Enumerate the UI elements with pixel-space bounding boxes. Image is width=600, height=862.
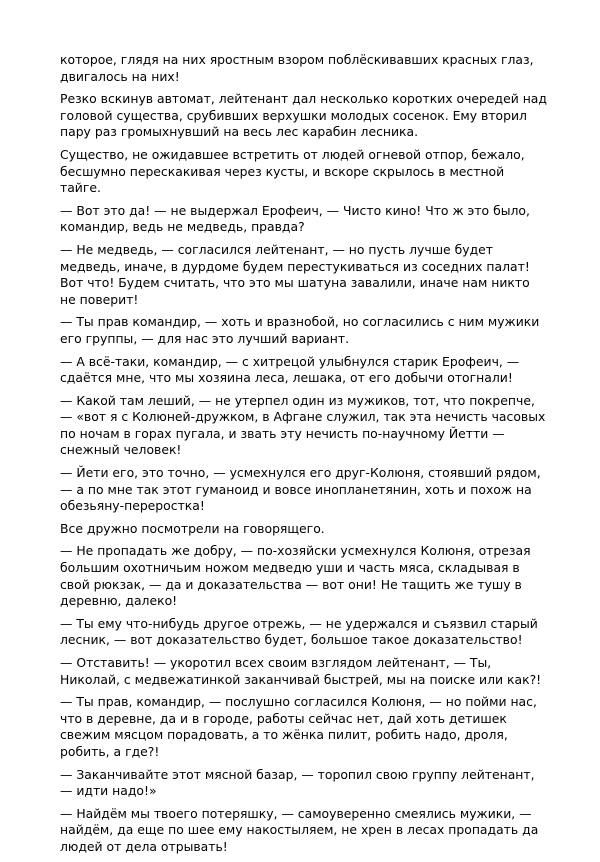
paragraph: — Йети его, это точно, — усмехнулся его друг-Колюня, стоявший рядом, — а по мне так этот гуманоид и вовсе инопланетянин, хоть и похож на обезьяну-переростка!	[60, 465, 541, 514]
paragraph: — Какой там леший, — не утерпел один из мужиков, тот, что покрепче, — «вот я с Колюней-дружком, в Афгане служил, так эта нечисть часовых по ночам в горах пугала, и звать эту нечисть по-научному Йетти — снежный человек!	[60, 392, 546, 458]
book-page	[60, 52, 547, 862]
paragraph: — Не пропадать же добру, — по-хозяйски усмехнулся Колюня, отрезая большим охотничьим ножом медведю уши и часть мяса, складывая в свой рюкзак, — да и доказательства — вот они! Не тащить же тушу в деревню, далеко!	[60, 543, 531, 609]
paragraph: — Ты прав, командир, — послушно согласился Колюня, — но пойми нас, что в деревне, да и в городе, работы сейчас нет, дай хоть детишек свежим мясцом порадовать, а то жёнка пилит, робить надо, дроля, робить, а где?!	[60, 694, 537, 759]
paragraph: — Вот это да! — не выдержал Ерофеич, — Чисто кино! Что ж это было, командир, ведь не медведь, правда?	[60, 202, 530, 235]
paragraph: которое, глядя на них яростным взором поблёскивавших красных глаз, двигалось на них!	[60, 52, 534, 84]
paragraph: — Найдём мы твоего потеряшку, — самоуверенно смеялись мужики, — найдём, да еще по шее ему накостыляем, не хрен в лесах пропадать да людей от дела отрывать!	[60, 805, 539, 854]
paragraph: — Отставить! — укоротил всех своим взглядом лейтенант, — Ты, Николай, с медвежатинкой заканчивай быстрей, мы на поиске или как?!	[60, 655, 542, 687]
paragraph: Существо, не ожидавшее встретить от людей огневой отпор, бежало, бесшумно перескакивая через кусты, и вскоре скрылось в местной тайге.	[60, 146, 525, 196]
paragraph: — Ты ему что-нибудь другое отрежь, — не удержался и съязвил старый лесник, — вот доказательство будет, большое такое доказательство!	[60, 615, 538, 648]
paragraph: — Не медведь, — согласился лейтенант, — но пусть лучше будет медведь, иначе, в дурдоме будем перестукиваться из соседних палат! Вот что! Будем считать, что это мы шатуна завалили, иначе нам никто не поверит!	[60, 241, 530, 307]
paragraph: Все дружно посмотрели на говорящего.	[60, 520, 325, 536]
paragraph: — А всё-таки, командир, — с хитрецой улыбнулся старик Ерофеич, — сдаётся мне, что мы хозяина леса, лешака, от его добычи отогнали!	[60, 353, 520, 386]
paragraph: — Ты прав командир, — хоть и вразнобой, но согласились с ним мужики его группы, — для нас это лучший вариант.	[60, 314, 540, 346]
paragraph: — Заканчивайте этот мясной базар, — торопил свою группу лейтенант, — идти надо!»	[60, 766, 535, 799]
paragraph: Резко вскинув автомат, лейтенант дал несколько коротких очередей над головой существа, срубивших верхушки молодых сосенок. Ему вторил пару раз громыхнувший на весь лес карабин лесника.	[60, 91, 547, 140]
